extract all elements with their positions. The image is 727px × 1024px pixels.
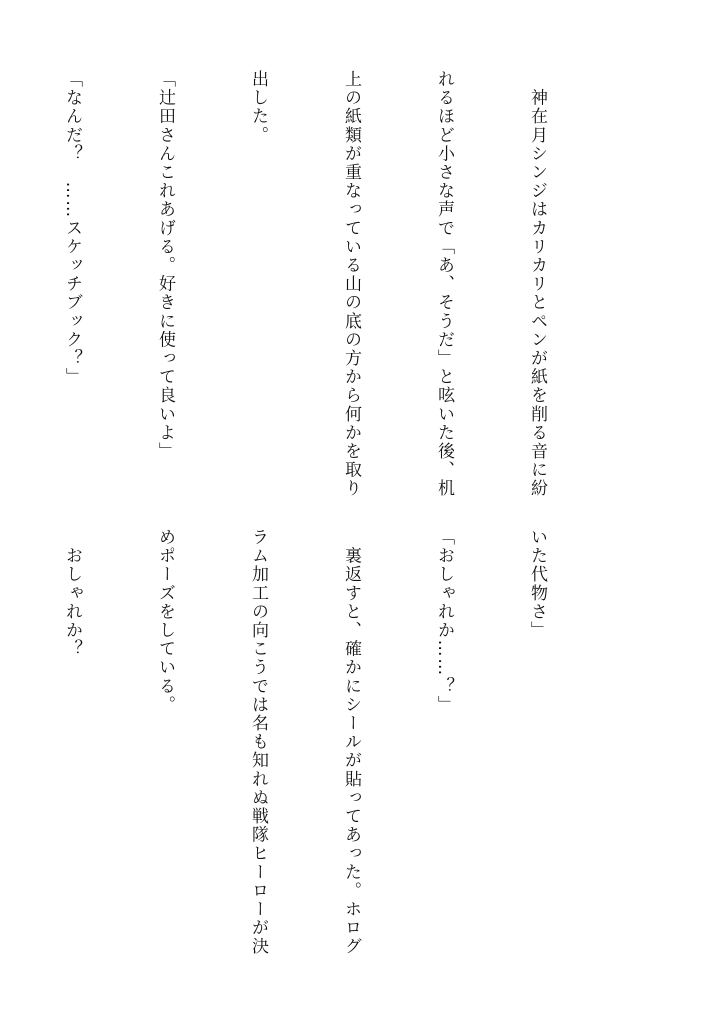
text-line: 神在月シンジはカリカリとペンが紙を削る音に紛 <box>527 70 547 498</box>
text-line: 裏返すと、確かにシールが貼ってあった。ホログ <box>341 528 361 956</box>
upper-text-block <box>62 70 614 500</box>
text-line: 出した。 <box>248 70 268 145</box>
text-line: 「おしゃれか……？」 <box>434 528 454 714</box>
lower-text-block <box>62 528 614 958</box>
text-line: ラム加工の向こうでは名も知れぬ戦隊ヒーローが決 <box>248 528 268 956</box>
text-line: いた代物さ」 <box>527 528 547 640</box>
text-line: 上の紙類が重なっている山の底の方から何かを取り <box>341 70 361 498</box>
text-line: めポーズをしている。 <box>155 528 175 714</box>
text-line: おしゃれか？ <box>62 528 82 659</box>
text-line: 「なんだ？ ……スケッチブック？」 <box>62 70 82 387</box>
text-line: 「辻田さんこれあげる。好きに使って良いよ」 <box>155 70 175 461</box>
text-line: れるほど小さな声で「あ、そうだ」と呟いた後、机 <box>434 70 454 498</box>
